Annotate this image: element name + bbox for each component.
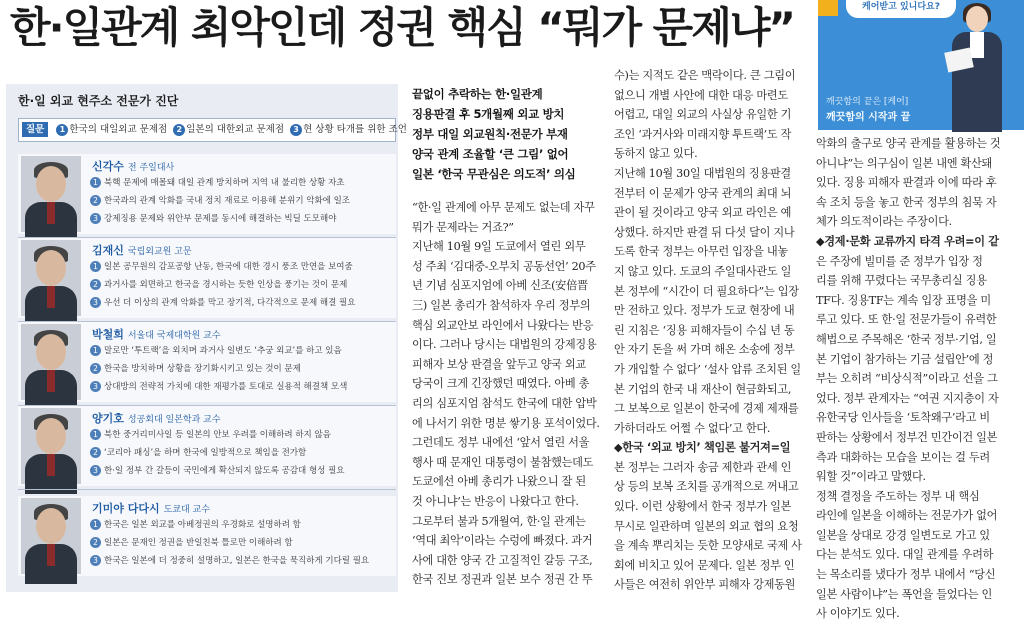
panel-title: 한·일 외교 현주소 전문가 진단 [18,94,179,108]
article-line: 것 아니냐’는 반응이 나왔다고 한다. [412,494,579,508]
expert-name-line [92,158,174,174]
expert-name: 기미야 다다시 [92,502,160,515]
question-3: 현 상황 타개를 위한 조언 [303,124,407,135]
expert-card-3 [18,322,396,402]
question-number-1-icon: 1 [56,124,68,136]
article-line: 은 주장에 빌미를 준 정부가 입장 정 [816,254,983,268]
question-legend [18,118,407,142]
expert-role: 국립외교원 고문 [127,247,192,257]
article-line: 다는 분석도 있다. 대일 관계를 우려하 [816,548,994,562]
article-line: 일본 사람이냐”는 폭언을 들었다는 인 [816,587,993,601]
question-2: 일본의 대한외교 문제점 [186,124,285,135]
article-line: 조인 ‘과거사와 미래지향 투트랙’도 작 [614,127,792,141]
article-line: 본 기업이 참가하는 기금 설립안’에 정 [816,352,994,366]
expert-answer-1: 1 말로만 ‘투트랙’을 외치며 과거사 일변도 ‘추궁 외교’를 하고 있음 [90,344,342,356]
deck-line: 정부 대일 외교원칙·전문가 부재 [412,127,568,141]
article-line: 측과 대화하는 모습을 보이는 걸 두려 [816,450,990,464]
article-line: 정책 결정을 주도하는 정부 내 핵심 [816,489,980,503]
expert-name: 박철희 [92,328,124,341]
advertisement-banner[interactable] [818,0,1024,130]
ad-model-image [946,6,1006,130]
expert-answer-3: 3 상대방의 전략적 가치에 대한 재평가를 토대로 실용적 해결책 모색 [90,380,347,392]
expert-card-5 [18,496,396,576]
expert-answer-3: 3 우선 더 이상의 관계 악화를 막고 장기적, 다각적으로 문제 해결 필요 [90,296,355,308]
deck-line: 끝없이 추락하는 한·일관계 [412,87,543,101]
ad-text-line-2: 깨끗함의 시작과 끝 [826,112,911,123]
article-line: 있다. 이런 상황에서 한국 정부가 일본 [614,500,792,514]
article-line: 아니냐”는 의구심이 일본 내엔 확산돼 [816,156,993,170]
headline: 한·일관계 최악인데 정권 핵심 “뭐가 문제냐” [10,3,794,52]
article-line: 워할 것”이라고 말했다. [816,470,926,484]
article-line: 뭐가 문제라는 거죠?” [412,220,514,234]
question-number-3-icon: 3 [290,124,302,136]
article-line: 상했다. 하지만 판결 뒤 다섯 달이 지나 [614,225,795,239]
expert-card-1 [18,154,396,234]
divider [18,489,396,490]
article-line: 본 기업의 한국 내 재산이 현금화되고, [614,382,792,396]
article-column-1 [412,84,602,590]
article-line: 있다. 징용 피해자 판결과 이에 따라 후 [816,176,997,190]
expert-answer-2: 2 한국과의 관계 악화를 국내 정치 재료로 이용해 분위기 악화에 일조 [90,194,350,206]
article-line: 도쿄에선 아베 총리가 나왔으니 잘 된 [412,475,586,489]
article-line: 가 개입할 수 없다’ ‘설사 압류 조치된 일 [614,362,801,376]
article-line: 리를 위해 꾸렸다는 국무총리실 징용 [816,274,987,288]
question-number-2-icon: 2 [173,124,185,136]
article-column-2 [614,66,804,595]
question-label: 질문 [22,122,48,137]
article-deck [412,84,602,184]
article-line: 수)는 지적도 같은 맥락이다. 큰 그림이 [614,69,796,82]
article-line: ◆한국 ‘외교 방치’ 책임론 불거져=일 [614,441,791,455]
expert-photo [21,240,81,316]
article-line: 본 정부에 “시간이 더 필요하다”는 입장 [614,284,799,298]
expert-name-line [92,410,221,426]
article-line: 속 조치 등을 놓고 한국 정부의 침묵 자 [816,195,997,209]
expert-name: 양기호 [92,412,124,425]
article-line: 사 이야기도 있다. [816,607,900,621]
article-column-3 [816,134,1024,624]
article-line: 일본을 상대로 강경 일변도로 가고 있 [816,528,990,542]
expert-answer-1: 1 한국은 일본 외교를 아베정권의 우경화로 설명하려 함 [90,518,301,530]
expert-card-2 [18,238,396,318]
article-line: 는 목소리를 냈다가 정부 내에서 “당신 [816,568,996,582]
deck-line: 징용판결 후 5개월째 외교 방치 [412,107,565,121]
expert-answer-1: 1 북한 중거리미사일 등 일본의 안보 우려를 이해하려 하지 않음 [90,428,331,440]
ad-corner-tab [818,0,838,16]
expert-answer-3: 3 강제징용 문제와 위안부 문제를 동시에 해결하는 빅딜 도모해야 [90,212,336,224]
article-line: 을 계속 뿌리치는 듯한 모양새로 국제 사 [614,539,802,553]
ad-speech-bubble: 케어받고 있니다요? [846,0,956,18]
deck-line: 일본 ‘한국 무관심은 의도적’ 의심 [412,167,576,181]
article-line: 어렵고, 대일 외교의 사실상 유일한 기 [614,108,792,122]
article-line: 가하더라도 어쩔 수 없다’고 한다. [614,421,771,435]
expert-role: 도쿄대 교수 [163,505,210,515]
expert-answer-2: 2 한국을 방치하며 상황을 장기화시키고 있는 것이 문제 [90,362,301,374]
article-line: 도록 한국 정부는 아무런 입장을 내놓 [614,245,788,259]
expert-diagnosis-panel [6,84,407,592]
expert-answer-3: 3 한·일 정부 간 갈등이 국민에게 확산되지 않도록 공감대 형성 필요 [90,464,345,476]
article-line: 해법으로 주목해온 ‘한국 정부·기업, 일 [816,332,997,346]
expert-card-4 [18,406,396,486]
article-line: 었다. 정부 관계자는 “여권 지지층이 자 [816,391,999,405]
article-line: 피해자 보상 판결을 앞두고 양국 외교 [412,357,586,371]
question-1: 한국의 대일외교 문제점 [69,124,168,135]
article-line: 사들은 여전히 위안부 피해자 강제동원 [614,578,796,592]
expert-name: 김재신 [92,244,124,257]
article-line: 린 지침은 ‘징용 피해자들이 수십 년 동 [614,323,795,337]
article-line: 그 보복으로 일본이 한국에 경제 제재를 [614,402,799,416]
article-line: 전부터 이 문제가 양국 관계의 최대 뇌 [614,186,792,200]
expert-name-line [92,326,221,342]
article-line: 루고 있다. 또 한·일 전문가들이 유력한 [816,313,997,327]
expert-name-line [92,242,192,258]
expert-role: 전 주일대사 [127,163,175,173]
article-line: ‘역대 최악’이라는 수렁에 빠졌다. 과거 [412,534,593,548]
article-line: 유한국당 인사들을 ‘토착왜구’라고 비 [816,411,990,425]
article-line: 에 나서기 위한 명분 쌓기용 포석이었다. [412,416,600,430]
article-line: 그로부터 불과 5개월여, 한·일 관계는 [412,514,586,528]
article-line: 체가 의도적이라는 주장이다. [816,215,952,229]
article-line: 리의 심포지엄 참석도 한국에 대한 압박 [412,396,597,410]
article-line: 라인에 일본을 이해하는 전문가가 없어 [816,509,998,523]
expert-role: 성공회대 일본학과 교수 [127,415,221,425]
expert-name-line [92,500,210,516]
article-line: “한·일 관계에 아무 문제도 없는데 자꾸 [412,201,595,214]
expert-answer-1: 1 북핵 문제에 매몰돼 대일 관계 방치하며 지역 내 불리한 상황 자초 [90,176,345,188]
article-line: 사에 대한 양국 간 고질적인 갈등 구조, [412,553,593,567]
article-line: 무시로 일관하며 일본의 외교 협의 요청 [614,519,799,533]
expert-photo [21,498,81,574]
article-line: 동하지 않고 있다. [614,147,698,161]
expert-answer-2: 2 일본은 문재인 정권을 반일친북 틀로만 이해하려 함 [90,536,293,548]
expert-answer-1: 1 일본 공무원의 감포공항 난동, 한국에 대한 경시 풍조 만연을 보여줌 [90,260,353,272]
article-line: 당국이 크게 긴장했던 때였다. 아베 총 [412,377,590,391]
expert-answer-2: 2 과거사를 외면하고 한국을 경시하는 듯한 인상을 풍기는 것이 문제 [90,278,347,290]
article-line: 상 등의 보복 조치를 공개적으로 꺼내고 [614,480,799,494]
article-line: 없으니 개별 사안에 대한 대응 마련도 [614,88,788,102]
article-body [412,198,602,590]
expert-answer-2: 2 ‘코리아 패싱’을 하며 한국에 일방적으로 책임을 전가함 [90,446,306,458]
article-line: 핵심 외교안보 라인에서 나왔다는 반응 [412,318,594,332]
article-line: 판하는 상황에서 정부건 민간이건 일본 [816,430,998,444]
expert-role: 서울대 국제대학원 교수 [127,331,221,341]
article-line: TF다. 징용TF는 계속 입장 표명을 미 [816,293,991,307]
deck-line: 양국 관계 조율할 ‘큰 그림’ 없어 [412,147,569,161]
expert-photo [21,156,81,232]
expert-name: 신각수 [92,160,124,173]
article-line: 행사 때 문재인 대통령이 불참했는데도 [412,455,594,469]
article-line: 그런데도 정부 내에선 ‘앞서 열린 서울 [412,436,590,450]
article-line: 한국 진보 정권과 일본 보수 정권 간 뚜 [412,573,593,587]
article-line: 회에 비치고 있어 문제다. 일본 정부 인 [614,558,795,572]
article-line: 년 기념 심포지엄에 아베 신조(安倍晋 [412,279,588,293]
expert-photo [21,324,81,400]
article-line: 악화의 출구로 양국 관계를 활용하는 것 [816,137,1001,150]
article-line: 관이 될 것이라고 양국 외교 라인은 예 [614,206,792,220]
ad-text-line-1: 깨끗함의 끝은 [케어] [826,97,909,107]
article-line: 만 전하고 있다. 정부가 도쿄 현장에 내 [614,304,795,318]
article-line: 부는 오히려 “비상식적”이라고 선을 그 [816,372,998,386]
expert-answer-3: 3 한국은 일본에 더 정중히 설명하고, 일본은 한국을 묵직하게 기다릴 필요 [90,554,369,566]
article-line: 안 자기 돈을 써 가며 해온 소송에 정부 [614,343,795,357]
article-line: 지난해 10월 30일 대법원의 징용판결 [614,166,791,180]
article-line: 성 주최 ‘김대중-오부치 공동선언’ 20주 [412,259,596,273]
article-line: 이다. 그러나 당시는 대법원의 강제징용 [412,338,597,352]
article-line: 三) 일본 총리가 참석하자 우리 정부의 [412,298,591,312]
expert-photo [21,408,81,484]
article-line: 본 정부는 그러자 송금 제한과 관세 인 [614,460,792,474]
article-line: ◆경제·문화 교류까지 타격 우려=이 같 [816,234,999,248]
article-line: 지난해 10월 9일 도쿄에서 열린 외무 [412,240,586,254]
article-line: 지 않고 있다. 도쿄의 주일대사관도 일 [614,264,792,278]
